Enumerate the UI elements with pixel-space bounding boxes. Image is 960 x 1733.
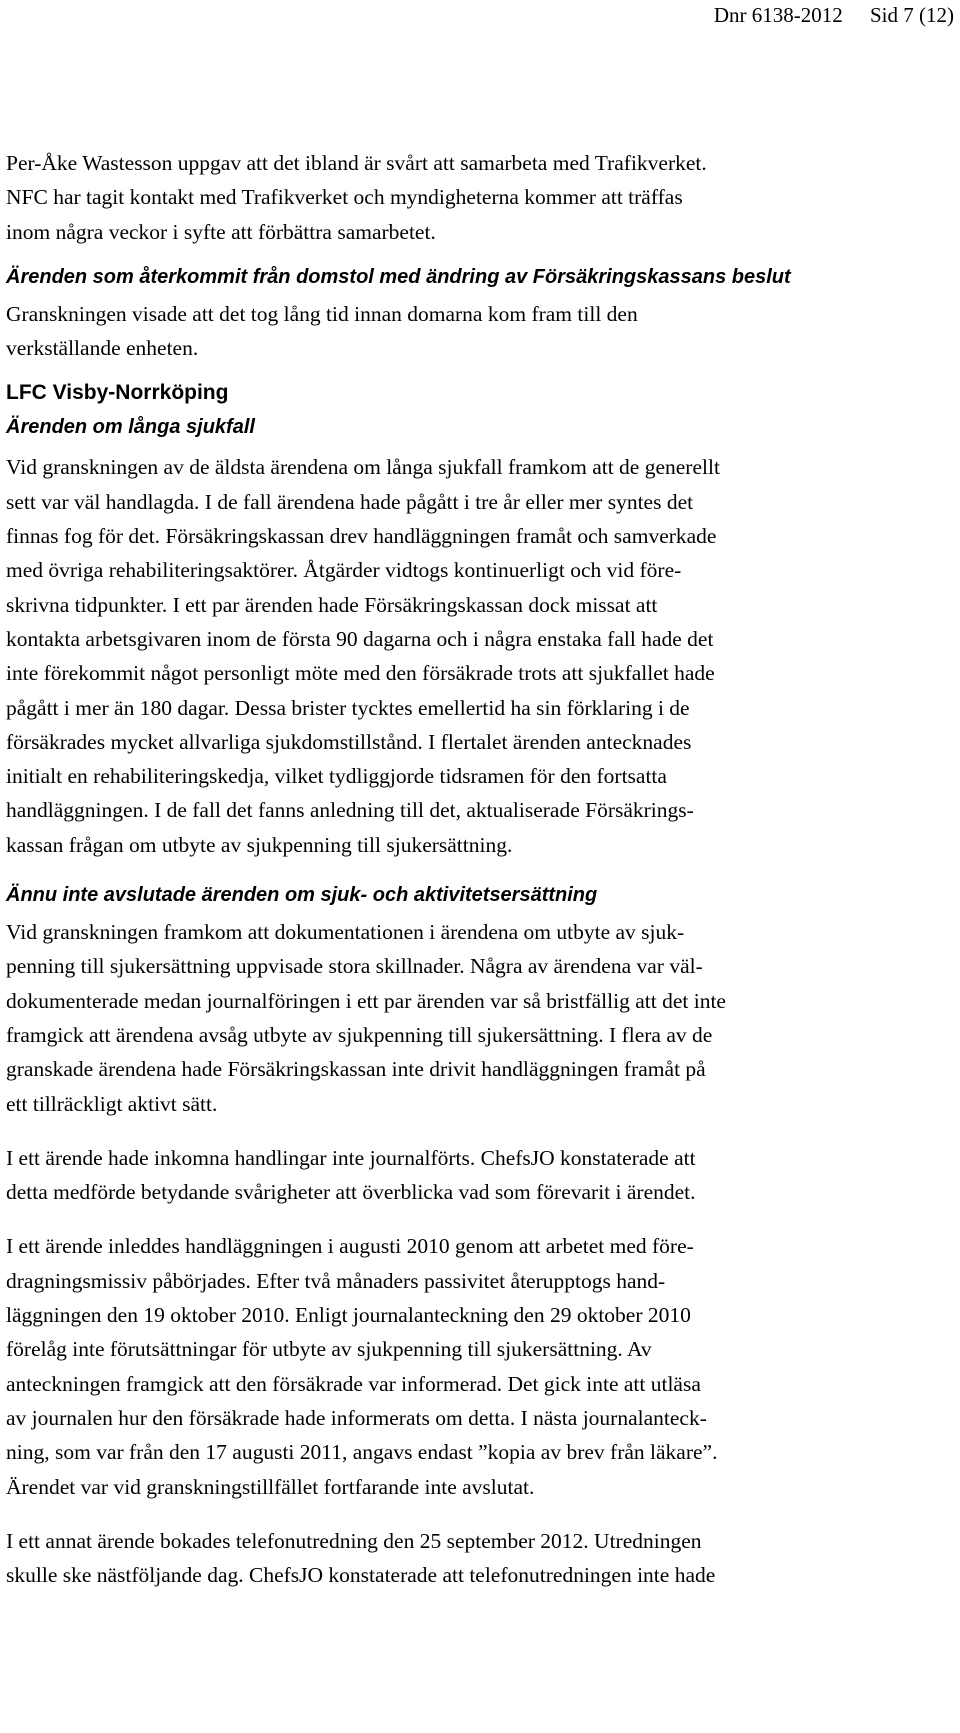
text-line: initialt en rehabiliteringskedja, vilket tydliggjorde tidsramen för den fortsatta	[6, 764, 667, 789]
intro-paragraph	[6, 146, 906, 249]
text-line: I ett ärende hade inkomna handlingar inte journalförts. ChefsJO konstaterade att	[6, 1145, 696, 1170]
section-heading-aktivitetsersattning: Ännu inte avslutade ärenden om sjuk- och aktivitetsersättning	[6, 884, 598, 907]
text-line: anteckningen framgick att den försäkrade var informerad. Det gick inte att utläsa	[6, 1371, 701, 1396]
text-line: verkställande enheten.	[6, 336, 199, 361]
text-line: Granskningen visade att det tog lång tid innan domarna kom fram till den	[6, 301, 638, 326]
text-line: sett var väl handlagda. I de fall ärendena hade pågått i tre år eller mer syntes det	[6, 489, 694, 514]
text-line: förelåg inte förutsättningar för utbyte av sjukpenning till sjukersättning. Av	[6, 1337, 652, 1362]
text-line: ning, som var från den 17 augusti 2011, angavs endast ”kopia av brev från läkare”.	[6, 1440, 718, 1465]
section-heading-lfc: LFC Visby-Norrköping	[6, 381, 229, 405]
text-line: I ett ärende inleddes handläggningen i augusti 2010 genom att arbetet med före-	[6, 1234, 694, 1259]
text-line: läggningen den 19 oktober 2010. Enligt journalanteckning den 29 oktober 2010	[6, 1303, 691, 1328]
text-line: dokumenterade medan journalföringen i ett par ärenden var så bristfällig att det inte	[6, 988, 726, 1013]
text-line: penning till sjukersättning uppvisade stora skillnader. Några av ärendena var väl-	[6, 954, 703, 979]
text-line: kontakta arbetsgivaren inom de första 90 dagarna och i några enstaka fall hade det	[6, 626, 714, 651]
document-body	[6, 146, 906, 1592]
text-line: finnas fog för det. Försäkringskassan drev handläggningen framåt och samverkade	[6, 524, 717, 549]
paragraph-sjukfall	[6, 450, 906, 862]
paragraph-aktivitetsersattning	[6, 915, 906, 1121]
text-line: Ärendet var vid granskningstillfället fortfarande inte avslutat.	[6, 1474, 535, 1499]
paragraph-handlaggning	[6, 1229, 906, 1503]
text-line: inom några veckor i syfte att förbättra samarbetet.	[6, 219, 436, 244]
text-line: dragningsmissiv påbörjades. Efter två månaders passivitet återupptogs hand-	[6, 1268, 666, 1293]
case-number: Dnr 6138-2012	[713, 3, 843, 27]
text-line: Vid granskningen av de äldsta ärendena om långa sjukfall framkom att de generellt	[6, 455, 720, 480]
text-line: försäkrades mycket allvarliga sjukdomstillstånd. I flertalet ärenden antecknades	[6, 729, 692, 754]
text-line: inte förekommit något personligt möte med den försäkrade trots att sjukfallet hade	[6, 661, 715, 686]
paragraph-domstol	[6, 297, 906, 366]
text-line: handläggningen. I de fall det fanns anledning till det, aktualiserade Försäkrings-	[6, 798, 694, 823]
text-line: Vid granskningen framkom att dokumentationen i ärendena om utbyte av sjuk-	[6, 920, 685, 945]
text-line: skrivna tidpunkter. I ett par ärenden hade Försäkringskassan dock missat att	[6, 592, 658, 617]
text-line: NFC har tagit kontakt med Trafikverket och myndigheterna kommer att träffas	[6, 185, 683, 210]
paragraph-journalforing	[6, 1141, 906, 1210]
text-line: skulle ske nästföljande dag. ChefsJO konstaterade att telefonutredningen inte hade	[6, 1563, 716, 1588]
text-line: granskade ärendena hade Försäkringskassan inte drivit handläggningen framåt på	[6, 1057, 706, 1082]
page-header	[714, 2, 954, 28]
text-line: med övriga rehabiliteringsaktörer. Åtgärder vidtogs kontinuerligt och vid före-	[6, 558, 682, 583]
section-heading-sjukfall: Ärenden om långa sjukfall	[6, 416, 255, 439]
text-line: av journalen hur den försäkrade hade informerats om detta. I nästa journalanteck-	[6, 1405, 707, 1430]
section-heading-domstol: Ärenden som återkommit från domstol med ändring av Försäkringskassans beslut	[6, 265, 791, 288]
text-line: ett tillräckligt aktivt sätt.	[6, 1091, 218, 1116]
text-line: kassan frågan om utbyte av sjukpenning till sjukersättning.	[6, 832, 513, 857]
paragraph-telefonutredning	[6, 1524, 906, 1593]
text-line: I ett annat ärende bokades telefonutredning den 25 september 2012. Utredningen	[6, 1528, 702, 1553]
text-line: Per-Åke Wastesson uppgav att det ibland är svårt att samarbeta med Trafikverket.	[6, 151, 707, 175]
page-number: Sid 7 (12)	[870, 3, 954, 27]
text-line: pågått i mer än 180 dagar. Dessa brister tycktes emellertid ha sin förklaring i de	[6, 695, 690, 720]
text-line: detta medförde betydande svårigheter att överblicka vad som förevarit i ärendet.	[6, 1180, 696, 1205]
text-line: framgick att ärendena avsåg utbyte av sjukpenning till sjukersättning. I flera av de	[6, 1022, 713, 1047]
